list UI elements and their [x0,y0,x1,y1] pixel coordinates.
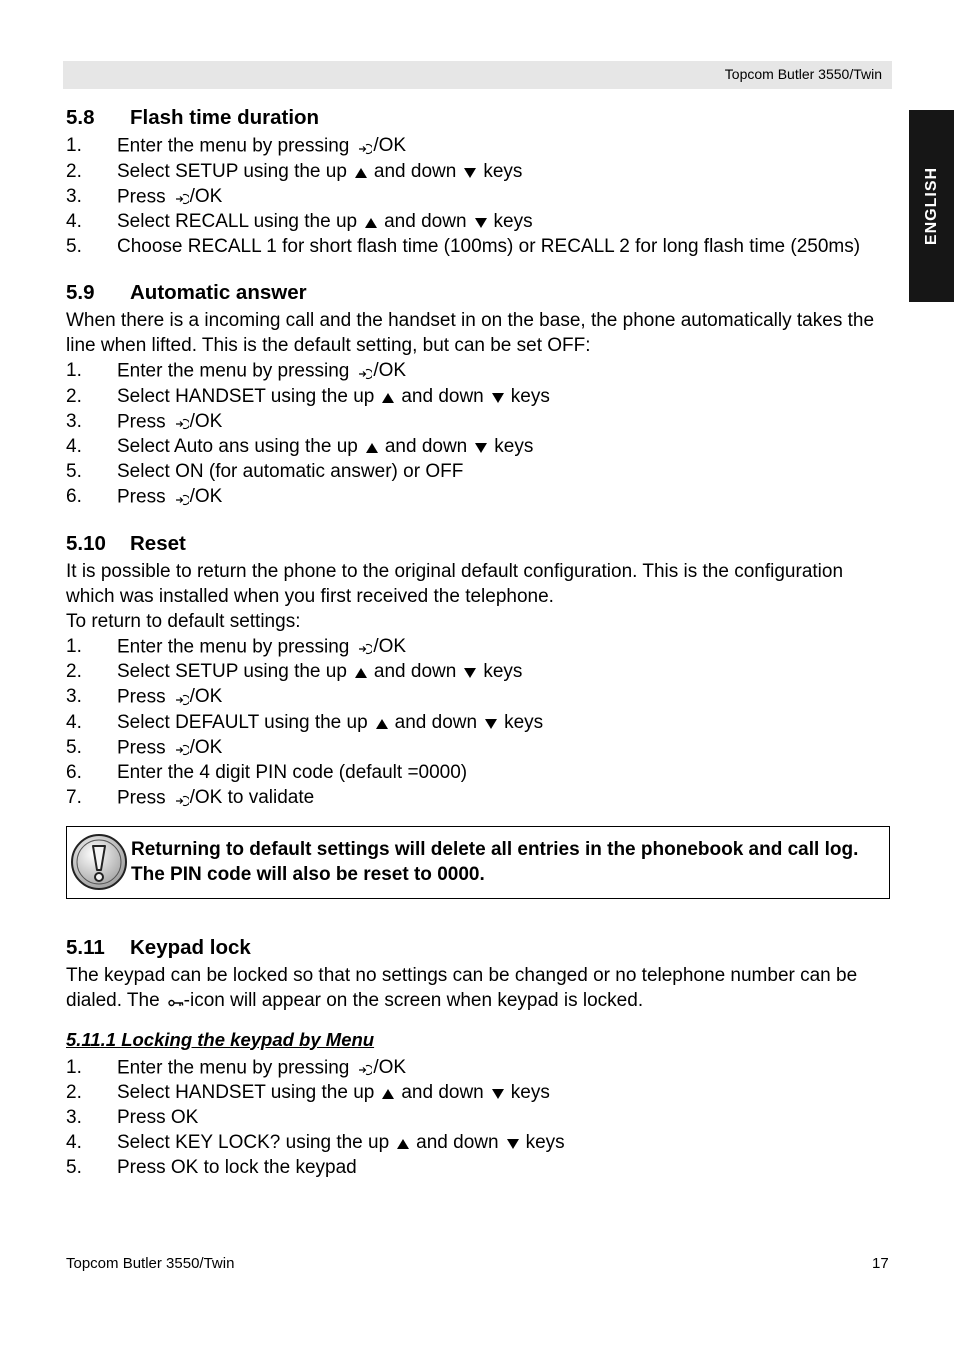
list-item: 1. Enter the menu by pressing /OK [66,1056,407,1078]
up-arrow-icon [397,1139,409,1149]
language-tab-label: ENGLISH [922,166,940,246]
menu-ok-icon [358,143,372,155]
list-item: 4. Select RECALL using the up and down keys [66,211,533,232]
menu-ok-icon [175,744,189,756]
list-item: 4. Select KEY LOCK? using the up and down keys [66,1132,565,1153]
list-item: 2. Select HANDSET using the up and down keys [66,1082,550,1103]
up-arrow-icon [355,668,367,678]
language-tab [909,110,954,302]
menu-ok-icon [175,494,189,506]
menu-ok-icon [358,643,372,655]
list-item: 4. Select Auto ans using the up and down keys [66,436,534,457]
step-list [66,1055,890,1181]
up-arrow-icon [382,1089,394,1099]
section-intro-2: To return to default settings: [66,610,301,632]
section-intro: It is possible to return the phone to the original default configuration. This is the configuration which was installed when you first received the telephone. [66,560,844,607]
page-number: 17 [872,1255,889,1272]
section-5-11 [66,933,890,1181]
section-heading: 5.8 Flash time duration [66,106,320,129]
menu-ok-icon [175,795,189,807]
list-item: 1. Enter the menu by pressing /OK [66,135,407,157]
list-item: 1. Enter the menu by pressing /OK [66,360,407,382]
warning-text: Returning to default settings will delete all entries in the phonebook and call log. The PIN code will also be reset to 0000. [131,839,859,885]
step-list [66,133,890,259]
list-item: 3. Press /OK [66,686,223,708]
down-arrow-icon [492,1089,504,1099]
list-item: 1. Enter the menu by pressing /OK [66,635,407,657]
step-list [66,634,890,811]
menu-ok-icon [358,1064,372,1076]
down-arrow-icon [464,168,476,178]
header-title: Topcom Butler 3550/Twin [724,66,882,82]
up-arrow-icon [355,168,367,178]
section-intro: When there is a incoming call and the handset in on the base, the phone automatically takes the line when lifted. This is the default setting, but can be set OFF: [66,310,875,356]
down-arrow-icon [475,218,487,228]
section-5-9 [66,278,890,510]
list-item: 5. Select ON (for automatic answer) or OFF [66,461,464,482]
down-arrow-icon [507,1139,519,1149]
down-arrow-icon [492,393,504,403]
section-heading: 5.9 Automatic answer [66,281,307,304]
up-arrow-icon [365,218,377,228]
page-header [63,61,892,89]
menu-ok-icon [175,193,189,205]
down-arrow-icon [485,719,497,729]
list-item: 5. Press /OK [66,736,223,758]
list-item: 6. Enter the 4 digit PIN code (default =0000) [66,762,468,783]
list-item: 7. Press /OK to validate [66,787,315,809]
menu-ok-icon [358,368,372,380]
menu-ok-icon [175,418,189,430]
page-content [66,103,890,1180]
section-heading: 5.10 Reset [66,531,186,555]
exclamation-icon [70,833,128,891]
list-item: 3. Press OK [66,1107,199,1128]
list-item: 2. Select SETUP using the up and down keys [66,661,523,682]
subsection-heading: 5.11.1 Locking the keypad by Menu [66,1028,375,1050]
list-item: 3. Press /OK [66,185,223,207]
down-arrow-icon [475,443,487,453]
step-list [66,358,890,510]
list-item: 2. Select HANDSET using the up and down keys [66,385,550,407]
list-item: 6. Press /OK [66,486,223,508]
list-item: 4. Select DEFAULT using the up and down keys [66,711,544,733]
list-item: 5. Choose RECALL 1 for short flash time (100ms) or RECALL 2 for long flash time (250ms) [66,236,861,257]
key-lock-icon [168,998,184,1008]
down-arrow-icon [464,668,476,678]
footer-title: Topcom Butler 3550/Twin [66,1255,235,1272]
up-arrow-icon [382,393,394,403]
up-arrow-icon [376,719,388,729]
list-item: 5. Press OK to lock the keypad [66,1157,357,1178]
section-5-8 [66,103,890,259]
section-intro: The keypad can be locked so that no settings can be changed or no telephone number can be dialed. The -icon will appear on the screen when keypad is locked. [66,964,858,1011]
warning-note [66,826,890,899]
up-arrow-icon [366,443,378,453]
menu-ok-icon [175,694,189,706]
list-item: 3. Press /OK [66,410,223,432]
list-item: 2. Select SETUP using the up and down keys [66,160,523,182]
section-5-10 [66,529,890,899]
section-heading: 5.11 Keypad lock [66,935,251,959]
